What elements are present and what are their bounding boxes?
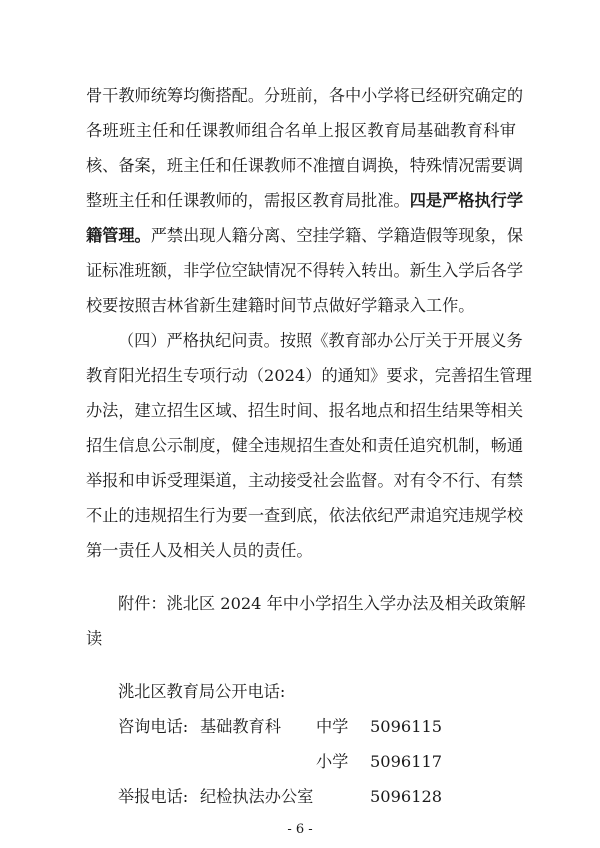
paragraph-text: 严禁出现人籍分离、空挂学籍、学籍造假等现象，保 [150,226,524,245]
report-department: 纪检执法办公室 [200,787,314,806]
paragraph-line: 第一责任人及相关人员的责任。 [86,541,313,560]
report-phone: 5096128 [370,787,443,806]
paragraph-line [118,331,523,351]
paragraph-line: 不止的违规招生行为要一查到底，依法依纪严肃追究违规学校 [86,506,524,525]
bold-heading-text: 四是严格执行学 [409,191,524,210]
paragraph-text: 整班主任和任课教师的，需报区教育局批准。 [86,191,410,210]
attachment-line: 读 [86,629,103,648]
paragraph-line: 招生信息公示制度，健全违规招生查处和责任追究机制，畅通 [86,436,524,455]
primary-school-label: 小学 [316,752,349,771]
consult-label: 咨询电话: [118,717,189,736]
bold-heading-text: 籍管理。 [86,226,151,245]
paragraph-line: 办法，建立招生区域、招生时间、报名地点和招生结果等相关 [86,401,524,420]
report-label: 举报电话: [118,787,189,806]
paragraph-line [86,191,524,211]
paragraph-text: 按照《教育部办公厅关于开展义务 [279,331,523,350]
consult-department: 基础教育科 [200,717,281,736]
paragraph-line [86,226,524,246]
paragraph-line: 骨干教师统筹均衡搭配。分班前，各中小学将已经研究确定的 [86,86,524,105]
section-heading: （四）严格执纪问责。 [118,331,280,350]
middle-school-phone: 5096115 [370,717,443,736]
primary-school-phone: 5096117 [370,752,443,771]
paragraph-line: 校要按照吉林省新生建籍时间节点做好学籍录入工作。 [86,296,475,315]
paragraph-line: 证标准班额，非学位空缺情况不得转入转出。新生入学后各学 [86,261,524,280]
page-number: - 6 - [287,822,313,837]
contacts-heading: 洮北区教育局公开电话: [118,682,286,701]
paragraph-line: 举报和申诉受理渠道，主动接受社会监督。对有令不行、有禁 [86,471,524,490]
middle-school-label: 中学 [316,717,349,736]
attachment-line: 附件：洮北区 2024 年中小学招生入学办法及相关政策解 [118,594,526,613]
paragraph-line: 核、备案，班主任和任课教师不准擅自调换，特殊情况需要调 [86,156,524,175]
paragraph-line: 各班班主任和任课教师组合名单上报区教育局基础教育科审 [86,121,516,140]
paragraph-line: 教育阳光招生专项行动（2024）的通知》要求，完善招生管理 [86,366,532,385]
